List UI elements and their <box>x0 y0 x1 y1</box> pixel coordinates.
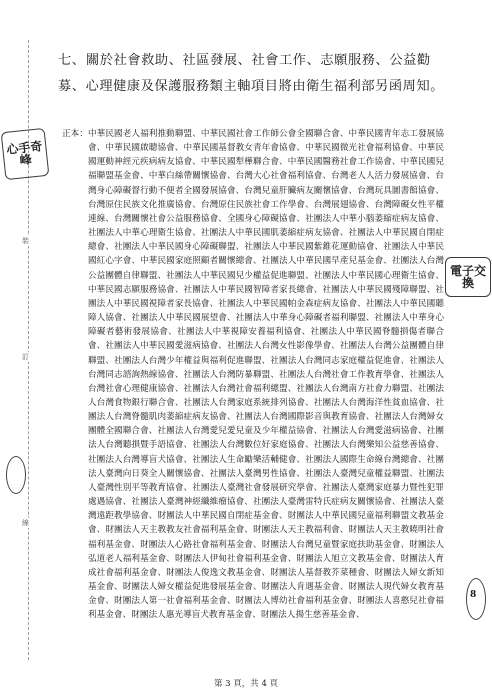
binding-mark-bind: 裝 <box>22 237 29 245</box>
section-number: 七、 <box>58 53 86 68</box>
electronic-exchange-stamp: 電子交換 <box>445 257 491 297</box>
section-heading <box>58 48 458 100</box>
main-recipients-list: 中華民國老人福利推動聯盟、中華民國社會工作師公會全國聯合會、中華民國青年志工發展協會、中華民國啟聰協會、中華民國基督教女青年會協會、中華民國微光社會福利協會、中華民國運動神經元疾病病友協會、中華民國犁樺聯合會、中華民國醫務社會工作協會、中華民國兒福聯盟基金會、中華白絲帶關懷協會、台灣大心社會福利協會、台灣老人人活力發展協會、台灣身心障礙督行動不便者全國發展協會、台灣兒童肝臟病友關懷協會、台灣玩具圖書館協會、台灣原住民族文化推廣協會、台灣原住民族社會工作學會、台灣展翅協會、台灣障礙女性平權連線、台灣關懷社會公益服務協會、全國身心障礙協會、社團法人中華小腦萎縮症病友協會、社團法人中華心理衛生協會、社團法人中華民國肌萎縮症病友協會、社團法人中華民國自閉症總會、社團法人中華民國身心障礙聯盟、社團法人中華民國紫錐花運動協會、社團法人中華民國紅心字會、中華民國家庭照顧者關懷總會、社團法人中華民國早產兒基金會、社團法人台灣公益團體自律聯盟、社團法人中華民國兒少權益促進聯盟、社團法人中華民國心理衛生協會、中華民國志願服務協會、社團法人中華民國智障者家長總會、社團法人中華民國殘障聯盟、社團法人中華民國視障者家長協會、社團法人中華民國帕金森症病友協會、社團法人中華民國聽障人協會、社團法人中華民國展望會、社團法人中華身心障礙者福利聯盟、社團法人中華身心障礙者藝術發展協會、社團法人中華視障安養福利協會、社團法人中華民國脊髓損傷者聯合會、社團法人中華民國愛滋病協會、社團法人台灣女性影像學會、社團法人台灣公益團體自律聯盟、社團法人台灣少年權益與福利促進聯盟、社團法人台灣同志家庭權益促進會、社團法人台灣同志諮詢熱線協會、社團法人台灣防暴聯盟、社團法人台灣社會工作教育學會、社團法人台灣社會心理健康協會、社團法人台灣社會福利總盟、社團法人台灣南方社會力聯盟、社團法人台灣食物銀行聯合會、社團法人台灣家庭系統排列協會、社團法人台灣海洋性貧血協會、社團法人台灣脊髓肌肉萎縮症病友協會、社團法人台灣國際影音與教育協會、社團法人台灣婦女團體全國聯合會、社團法人台灣愛兒愛兒童及少年權益協會、社團法人台灣愛滋病協會、社團法人台灣聽損暨手語協會、社團法人台灣數位好家庭協會、社團法人台灣樂知公益慈善協會、社團法人台灣導盲犬協會、社團法人生命勵樂活輔健會、社團法人國際生命線台灣總會、社團法人臺灣向日葵全人關懷協會、社團法人臺灣男性協會、社團法人臺灣兒童權益聯盟、社團法人臺灣性別平等教育協會、社團法人臺灣社會發展研究學會、社團法人臺灣家庭暴力暨性犯罪處遇協會、社團法人臺灣神經纖維瘤協會、社團法人臺灣雷特氏症病友關懷協會、社團法人臺灣遠距教學協會、財團法人中華民國自閉症基金會、財團法人中華民國兒童福利聯盟文教基金會、財團法人天主教教友社會福利基金會、財團法人天主教福利會、財團法人天主教曉明社會福利基金會、財團法人心路社會福利基金會、財團法人台灣兒童暨家庭扶助基金會、財團法人弘道老人福利基金會、財團法人伊甸社會福利基金會、財團法人旭立文教基金會、財團法人育成社會福利基金會、財團法人俊逸文教基金會、財團法人基督教芥菜種會、財團法人婦女新知基金會、財團法人婦女權益促進發展基金會、財團法人肯遇基金會、財團法人現代婦女教育基金會、財團法人第一社會福利基金會、財團法人博幼社會福利基金會、財團法人喜憨兒社會福利基金會、財團法人惠光導盲犬教育基金會、財團法人揚生慈善基金會、 <box>88 129 444 621</box>
seal-stamp-left: 心手奇峰 <box>1 128 50 180</box>
binding-mark-order: 訂 <box>22 353 29 361</box>
page-number: 第 3 頁，共 4 頁 <box>213 679 279 689</box>
punch-hole-label: 8 <box>470 590 477 600</box>
binding-mark-line: 線 <box>22 519 29 527</box>
section-heading-text: 關於社會救助、社區發展、社會工作、志願服務、公益勸募、心理健康及保護服務類主軸項目將由衛生福利部另函周知。 <box>58 53 445 94</box>
punch-hole-mark-left <box>6 456 26 494</box>
main-recipients-label: 正本： <box>62 129 88 139</box>
